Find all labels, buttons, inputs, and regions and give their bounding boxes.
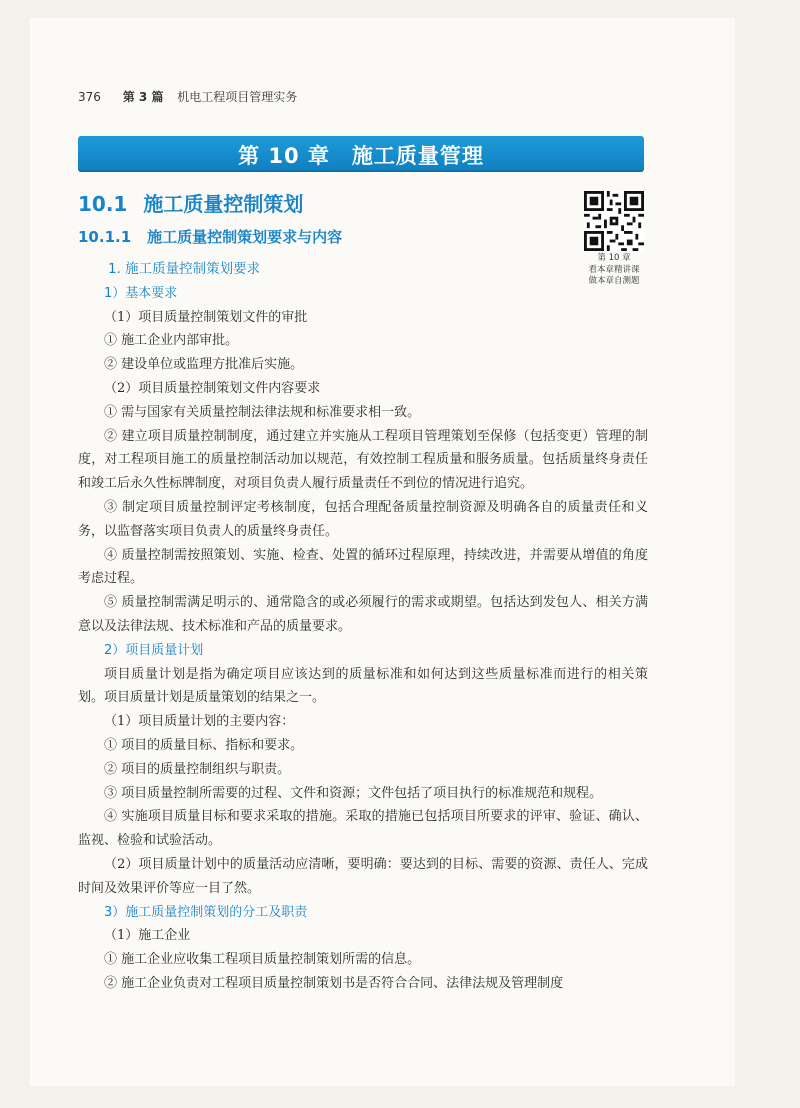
paragraph: （1）项目质量控制策划文件的审批 xyxy=(104,309,308,325)
paragraph: ① 项目的质量目标、指标和要求。 xyxy=(104,737,304,753)
section-number: 10.1 xyxy=(78,192,128,216)
paragraph: ① 施工企业内部审批。 xyxy=(104,333,239,349)
chapter-title: 第 10 章 施工质量管理 xyxy=(238,144,484,168)
page-number: 376 xyxy=(78,90,101,104)
heading-level-4: 1）基本要求 xyxy=(104,285,178,301)
section-heading xyxy=(78,188,303,217)
paragraph: ③ 制定项目质量控制评定考核制度，包括合理配备质量控制资源及明确各自的质量责任和义务，以监督落实项目负责人的质量终身责任。 xyxy=(78,499,648,539)
paragraph: ③ 项目质量控制所需要的过程、文件和资源；文件包括了项目执行的标准规范和规程。 xyxy=(104,785,603,801)
part-title: 机电工程项目管理实务 xyxy=(177,90,298,104)
paragraph: ④ 实施项目质量目标和要求采取的措施。采取的措施已包括项目所要求的评审、验证、确认、监视、检验和试验活动。 xyxy=(78,809,648,849)
body-text xyxy=(78,258,648,996)
heading-level-4: 2）项目质量计划 xyxy=(104,642,204,658)
paragraph: （1）项目质量计划的主要内容： xyxy=(104,714,295,730)
paragraph: （2）项目质量计划中的质量活动应清晰，要明确：要达到的目标、需要的资源、责任人、完成时间及效果评价等应一目了然。 xyxy=(78,856,648,896)
paragraph: ② 项目的质量控制组织与职责。 xyxy=(104,761,291,777)
paragraph: ① 施工企业应收集工程项目质量控制策划所需的信息。 xyxy=(104,952,421,968)
paragraph: （2）项目质量控制策划文件内容要求 xyxy=(104,380,321,396)
subsection-heading xyxy=(78,226,342,247)
heading-level-3: 1. 施工质量控制策划要求 xyxy=(108,261,261,277)
paragraph: ② 施工企业负责对工程项目质量控制策划书是否符合合同、法律法规及管理制度 xyxy=(104,975,564,991)
paragraph: ① 需与国家有关质量控制法律法规和标准要求相一致。 xyxy=(104,404,421,420)
paragraph: 项目质量计划是指为确定项目应该达到的质量标准和如何达到这些质量标准而进行的相关策划。项目质量计划是质量策划的结果之一。 xyxy=(78,666,648,706)
subsection-title: 施工质量控制策划要求与内容 xyxy=(147,228,343,246)
qr-caption-line: 看本章精讲课 xyxy=(588,264,640,275)
running-header xyxy=(78,88,297,105)
qr-code[interactable] xyxy=(584,191,644,251)
chapter-banner xyxy=(78,136,644,172)
qr-caption-line: 做本章自测题 xyxy=(588,276,640,286)
qr-caption-line: 第 10 章 xyxy=(597,253,631,263)
part-label: 第 3 篇 xyxy=(122,90,164,104)
paragraph: ④ 质量控制需按照策划、实施、检查、处置的循环过程原理，持续改进，并需要从增值的角度考虑过程。 xyxy=(78,547,648,587)
paragraph: ⑤ 质量控制需满足明示的、通常隐含的或必须履行的需求或期望。包括达到发包人、相关方满意以及法律法规、技术标准和产品的质量要求。 xyxy=(78,595,648,634)
paragraph: （1）施工企业 xyxy=(104,928,191,944)
paragraph: ② 建立项目质量控制制度，通过建立并实施从工程项目管理策划至保修（包括变更）管理的制度，对工程项目施工的质量控制活动加以规范，有效控制工程质量和服务质量。包括质量终身责任和竣工后永久性标牌制度，对项目负责人履行质量责任不到位的情况进行追究。 xyxy=(78,428,648,492)
paragraph: ② 建设单位或监理方批准后实施。 xyxy=(104,357,304,373)
subsection-number: 10.1.1 xyxy=(78,228,132,246)
heading-level-4: 3）施工质量控制策划的分工及职责 xyxy=(104,904,308,920)
section-title: 施工质量控制策划 xyxy=(143,192,304,216)
